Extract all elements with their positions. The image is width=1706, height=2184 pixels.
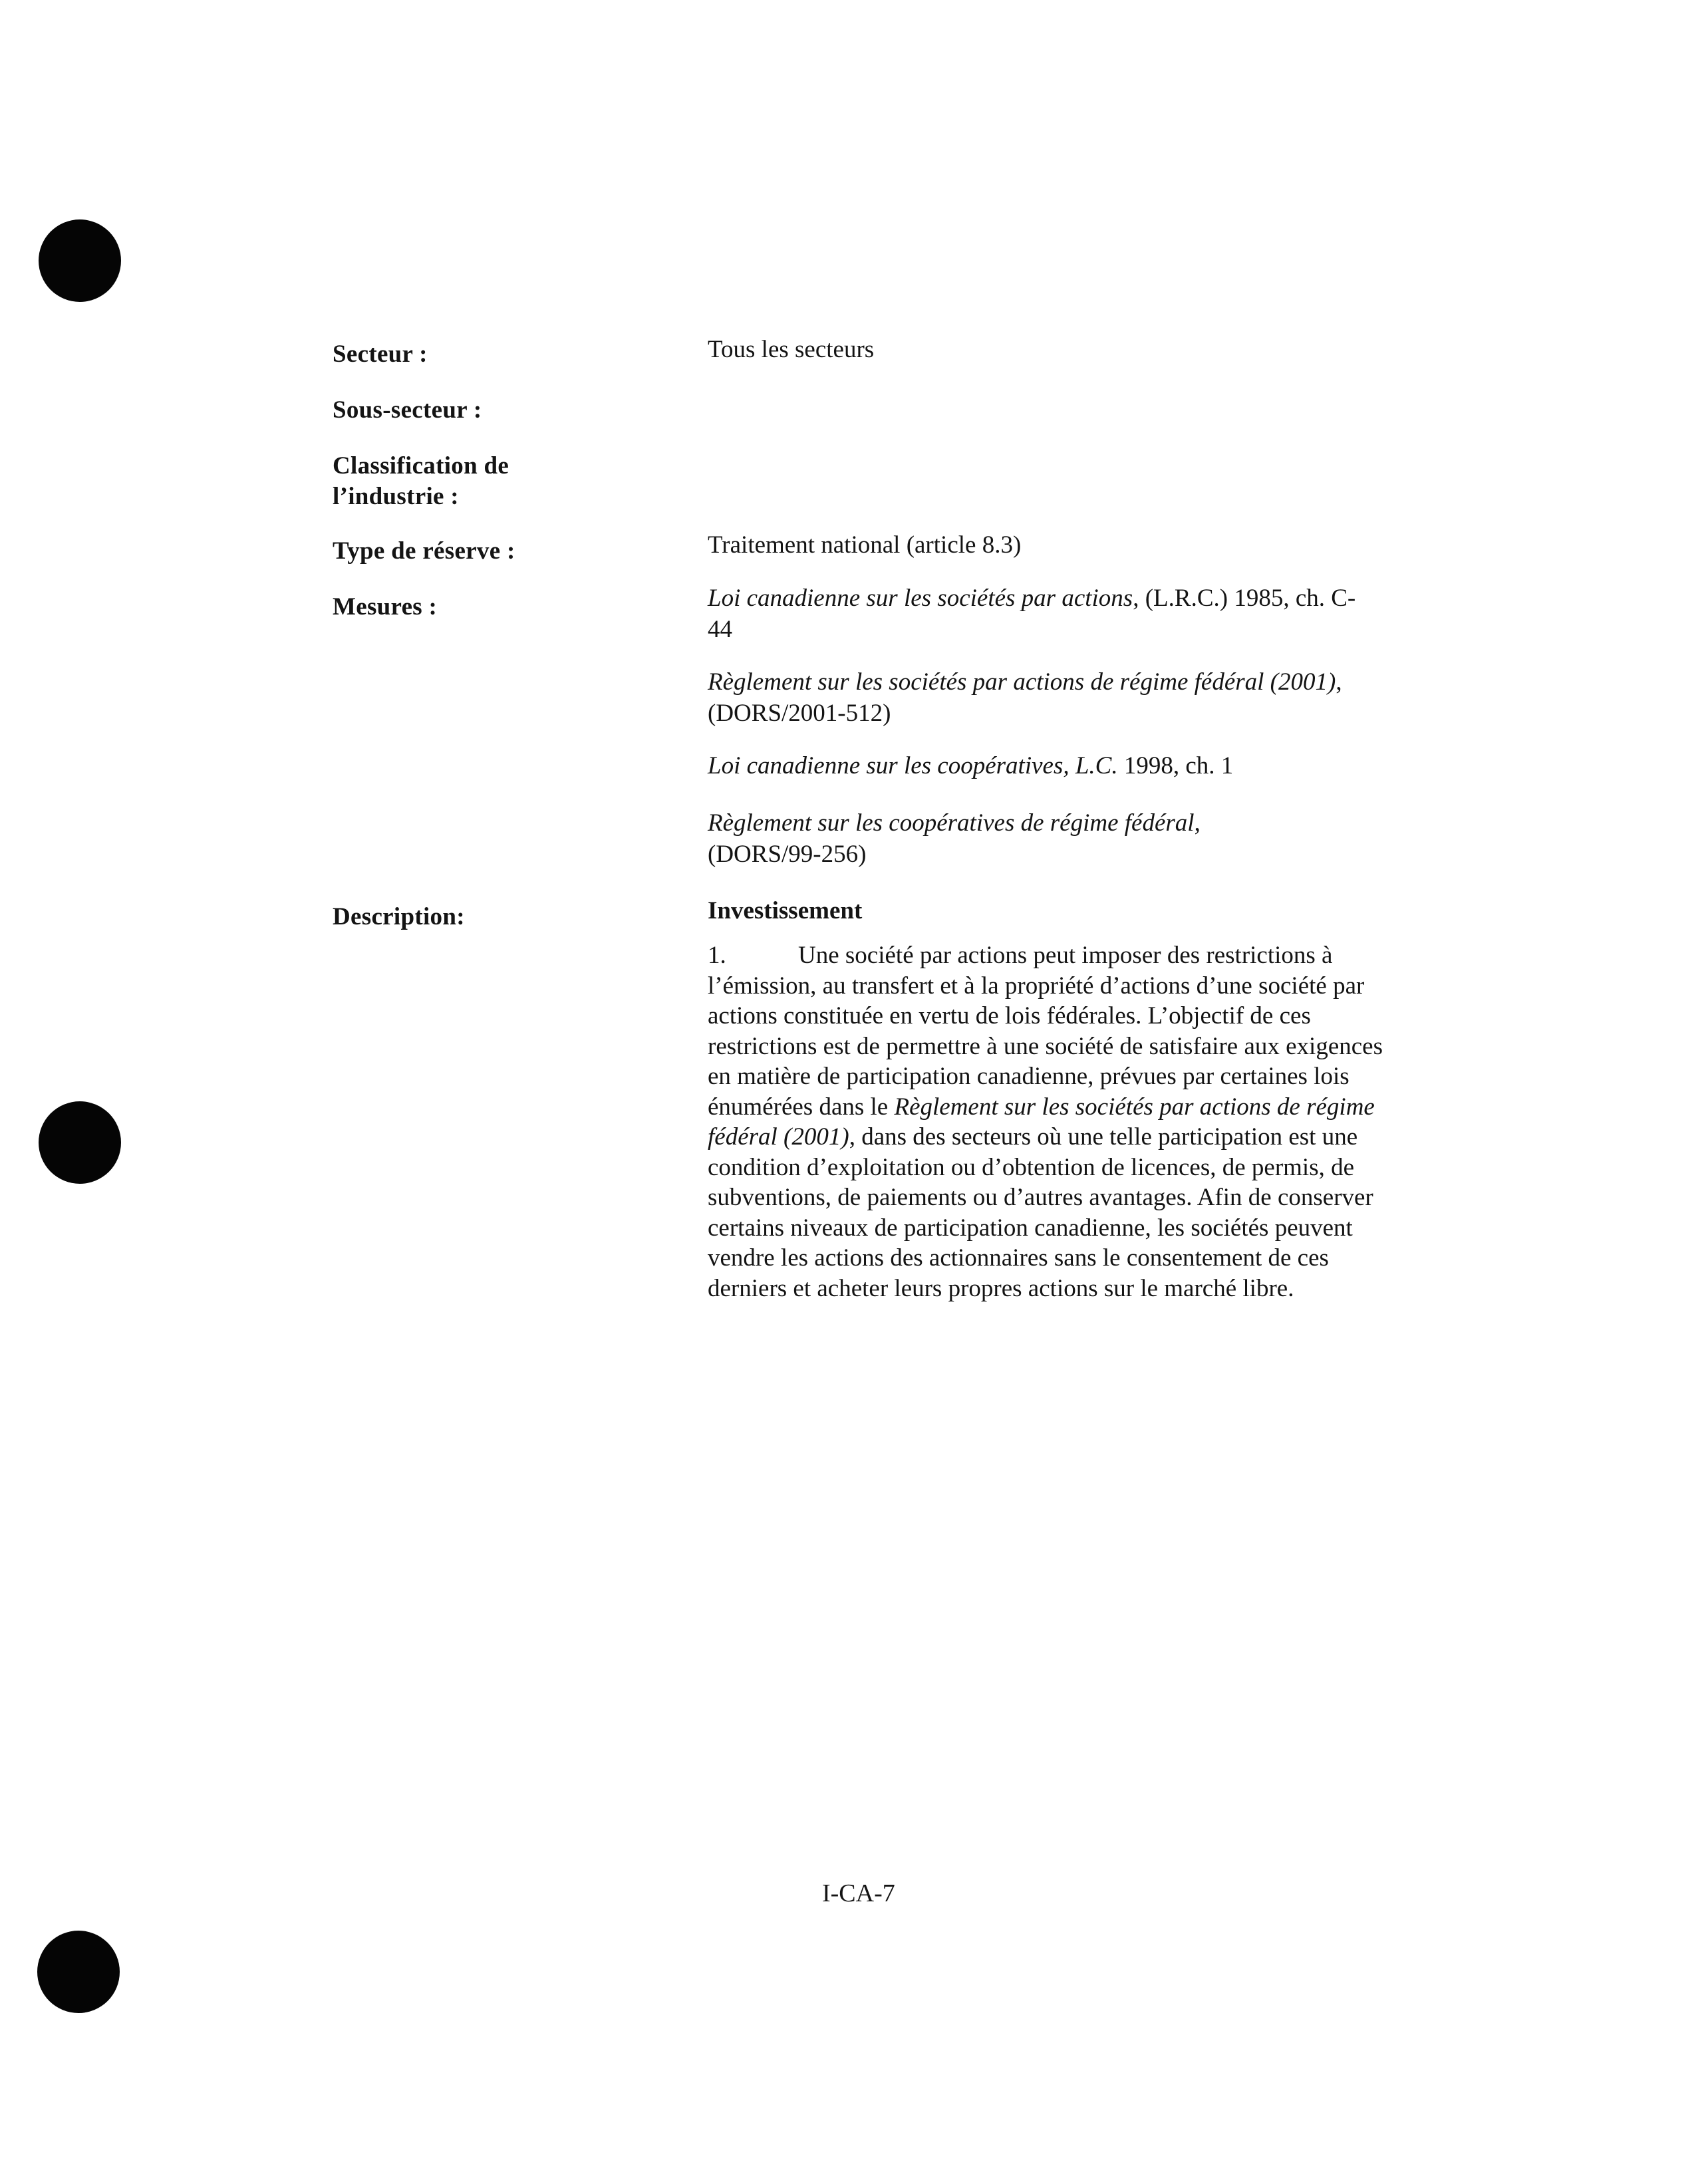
classification-label: [333, 451, 645, 512]
mesure-title: Règlement sur les sociétés par actions de régime fédéral (2001): [708, 668, 1336, 696]
type-reserve-label: Type de réserve :: [333, 537, 515, 565]
classification-label-line2: l’industrie :: [333, 483, 459, 510]
mesures-label: Mesures :: [333, 593, 438, 620]
mesure-reference: , (DORS/99-256): [708, 809, 1201, 868]
mesure-item: [708, 583, 1373, 645]
sous-secteur-label: Sous-secteur :: [333, 396, 482, 424]
mesure-title: Loi canadienne sur les coopératives, L.C.: [708, 752, 1118, 779]
secteur-value: Tous les secteurs: [708, 336, 875, 363]
mesure-title: Loi canadienne sur les sociétés par actions: [708, 585, 1133, 612]
mesure-title: Règlement sur les coopératives de régime fédéral: [708, 809, 1195, 837]
description-paragraph: [708, 940, 1406, 1303]
paragraph-number: 1.: [708, 942, 726, 969]
classification-label-line1: Classification de: [333, 452, 509, 479]
paragraph-text-part1: Une société par actions peut imposer des restrictions à l’émission, au transfert et à la propriété d’actions d’une société par actions constituée en vertu de lois fédérales. L’objectif de ces restrictions est de permettre à une société de satisfaire aux exigences en matière de participation canadienne, prévues par certaines lois énumérées dans le: [708, 942, 1383, 1121]
punch-hole-top: [39, 219, 121, 302]
mesure-item: [708, 750, 1373, 781]
mesure-reference: , (DORS/2001-512): [708, 668, 1342, 727]
secteur-label: Secteur :: [333, 341, 428, 368]
paragraph-italic-title: Règlement sur les sociétés par actions de régime fédéral (2001): [708, 1093, 1375, 1151]
description-label: Description:: [333, 903, 465, 930]
punch-hole-bottom: [37, 1931, 120, 2013]
mesure-item: [708, 666, 1373, 729]
punch-hole-middle: [39, 1101, 121, 1184]
page-number: I-CA-7: [822, 1879, 895, 1907]
mesure-reference: 1998, ch. 1: [1117, 752, 1234, 779]
description-heading: Investissement: [708, 897, 863, 924]
mesure-item: [708, 807, 1280, 870]
mesure-reference: , (L.R.C.) 1985, ch. C-44: [708, 585, 1356, 643]
type-reserve-value: Traitement national (article 8.3): [708, 531, 1022, 559]
paragraph-text-part2: , dans des secteurs où une telle participation est une condition d’exploitation ou d’obtention de licences, de permis, de subventions, de paiements ou d’autres avantages. Afin de conserver certains niveaux de participation canadienne, les sociétés peuvent vendre les actions des actionnaires sans le consentement de ces derniers et acheter leurs propres actions sur le marché libre.: [708, 1123, 1373, 1302]
